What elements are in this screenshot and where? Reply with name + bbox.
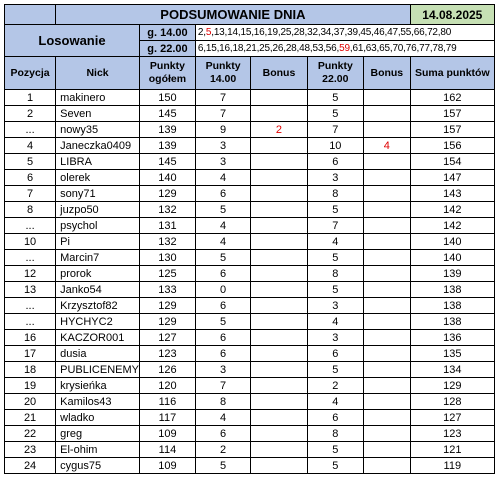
draw-time-1: g. 14.00 <box>140 25 196 41</box>
cell-p14: 6 <box>195 330 250 346</box>
draw-number: 53 <box>312 43 324 54</box>
cell-bonus2 <box>364 298 411 314</box>
cell-bonus2 <box>364 170 411 186</box>
cell-p14: 5 <box>195 250 250 266</box>
cell-bonus2 <box>364 378 411 394</box>
draw-number: 25 <box>280 27 292 38</box>
cell-pos: ... <box>5 122 56 138</box>
cell-total: 129 <box>140 186 196 202</box>
cell-p22: 5 <box>307 282 363 298</box>
cell-sum: 138 <box>410 282 494 298</box>
cell-p14: 6 <box>195 426 250 442</box>
cell-total: 130 <box>140 250 196 266</box>
draw-number: 26 <box>272 43 284 54</box>
cell-p14: 7 <box>195 106 250 122</box>
cell-nick: psychol <box>56 218 140 234</box>
cell-pos: ... <box>5 250 56 266</box>
cell-bonus1 <box>251 106 307 122</box>
cell-pos: 18 <box>5 362 56 378</box>
cell-sum: 129 <box>410 378 494 394</box>
cell-nick: Marcin7 <box>56 250 140 266</box>
table-row <box>5 234 495 250</box>
cell-p22: 4 <box>307 394 363 410</box>
draw-number: 6 <box>197 43 204 54</box>
draw-number: 55 <box>400 27 412 38</box>
summary-table <box>4 4 495 474</box>
cell-pos: 13 <box>5 282 56 298</box>
cell-p22: 7 <box>307 218 363 234</box>
blank-corner-cell <box>5 5 56 25</box>
cell-nick: dusia <box>56 346 140 362</box>
table-row <box>5 266 495 282</box>
cell-bonus2 <box>364 442 411 458</box>
cell-total: 131 <box>140 218 196 234</box>
table-row <box>5 394 495 410</box>
header-sum: Suma punktów <box>410 57 494 90</box>
table-row <box>5 298 495 314</box>
header-total: Punkty ogółem <box>140 57 196 90</box>
cell-p22: 3 <box>307 170 363 186</box>
draw-number: 5 <box>205 27 212 38</box>
cell-nick: juzpo50 <box>56 202 140 218</box>
table-row <box>5 170 495 186</box>
cell-bonus2 <box>364 90 411 106</box>
cell-bonus2 <box>364 218 411 234</box>
cell-bonus2 <box>364 154 411 170</box>
cell-bonus2 <box>364 250 411 266</box>
cell-pos: 7 <box>5 186 56 202</box>
cell-sum: 128 <box>410 394 494 410</box>
cell-total: 125 <box>140 266 196 282</box>
cell-nick: cygus75 <box>56 458 140 474</box>
cell-bonus1 <box>251 458 307 474</box>
cell-total: 139 <box>140 138 196 154</box>
cell-total: 117 <box>140 410 196 426</box>
cell-p14: 6 <box>195 186 250 202</box>
table-row <box>5 90 495 106</box>
table-row <box>5 218 495 234</box>
cell-pos: 6 <box>5 170 56 186</box>
cell-p22: 4 <box>307 234 363 250</box>
table-row <box>5 314 495 330</box>
cell-sum: 121 <box>410 442 494 458</box>
cell-p22: 8 <box>307 426 363 442</box>
cell-p14: 7 <box>195 90 250 106</box>
cell-p14: 4 <box>195 218 250 234</box>
cell-sum: 140 <box>410 250 494 266</box>
cell-bonus1 <box>251 90 307 106</box>
draw-number: 45 <box>360 27 372 38</box>
cell-sum: 134 <box>410 362 494 378</box>
draw-number: 19 <box>267 27 278 38</box>
draw-number: 56 <box>325 43 337 54</box>
draw-number: 65 <box>379 43 390 54</box>
cell-total: 132 <box>140 202 196 218</box>
cell-pos: 2 <box>5 106 56 122</box>
cell-bonus2 <box>364 186 411 202</box>
cell-p14: 5 <box>195 202 250 218</box>
cell-sum: 139 <box>410 266 494 282</box>
cell-sum: 140 <box>410 234 494 250</box>
cell-p22: 6 <box>307 346 363 362</box>
cell-nick: greg <box>56 426 140 442</box>
summary-sheet <box>4 4 495 474</box>
cell-bonus2 <box>364 314 411 330</box>
cell-p14: 0 <box>195 282 250 298</box>
cell-pos: ... <box>5 314 56 330</box>
cell-p14: 6 <box>195 266 250 282</box>
table-row <box>5 378 495 394</box>
cell-bonus1 <box>251 282 307 298</box>
cell-pos: 21 <box>5 410 56 426</box>
header-bonus1: Bonus <box>251 57 307 90</box>
table-row <box>5 330 495 346</box>
cell-total: 145 <box>140 106 196 122</box>
table-row <box>5 138 495 154</box>
table-row <box>5 106 495 122</box>
cell-sum: 138 <box>410 314 494 330</box>
cell-total: 129 <box>140 298 196 314</box>
cell-pos: 8 <box>5 202 56 218</box>
cell-pos: ... <box>5 218 56 234</box>
cell-pos: 10 <box>5 234 56 250</box>
draw-number: 32 <box>307 27 318 38</box>
draw-number: 16 <box>253 27 265 38</box>
cell-total: 132 <box>140 234 196 250</box>
cell-nick: prorok <box>56 266 140 282</box>
draw-number: 39 <box>347 27 358 38</box>
draw-number: 72 <box>427 27 438 38</box>
header-p14: Punkty 14.00 <box>195 57 250 90</box>
cell-sum: 154 <box>410 154 494 170</box>
draw-number: 25 <box>259 43 270 54</box>
cell-bonus2: 4 <box>364 138 411 154</box>
cell-pos: 20 <box>5 394 56 410</box>
cell-p14: 6 <box>195 346 250 362</box>
table-row <box>5 442 495 458</box>
cell-bonus1 <box>251 330 307 346</box>
cell-p14: 4 <box>195 410 250 426</box>
cell-total: 120 <box>140 378 196 394</box>
table-row <box>5 122 495 138</box>
cell-nick: Krzysztof82 <box>56 298 140 314</box>
cell-sum: 127 <box>410 410 494 426</box>
cell-bonus2 <box>364 282 411 298</box>
draw-number: 2 <box>197 27 204 38</box>
cell-bonus1 <box>251 170 307 186</box>
cell-total: 150 <box>140 90 196 106</box>
cell-p22: 3 <box>307 330 363 346</box>
draw-number: 15 <box>240 27 252 38</box>
draw-number: 16 <box>219 43 230 54</box>
cell-bonus1 <box>251 138 307 154</box>
cell-nick: Pi <box>56 234 140 250</box>
cell-total: 133 <box>140 282 196 298</box>
cell-nick: Kamilos43 <box>56 394 140 410</box>
draw-numbers-2: 6,15,16,18,21,25,26,28,48,53,56,59,61,63,65,70,76,77,78,79 <box>195 41 494 57</box>
cell-bonus1 <box>251 250 307 266</box>
cell-bonus1 <box>251 186 307 202</box>
draw-number: 59 <box>339 43 350 54</box>
draw-number: 70 <box>392 43 404 54</box>
cell-p22: 5 <box>307 458 363 474</box>
cell-total: 127 <box>140 330 196 346</box>
cell-sum: 119 <box>410 458 494 474</box>
cell-sum: 138 <box>410 298 494 314</box>
cell-sum: 162 <box>410 90 494 106</box>
draw-number: 37 <box>333 27 345 38</box>
cell-pos: 16 <box>5 330 56 346</box>
cell-bonus2 <box>364 410 411 426</box>
cell-p14: 2 <box>195 442 250 458</box>
cell-nick: krysieńka <box>56 378 140 394</box>
cell-p14: 3 <box>195 138 250 154</box>
table-row <box>5 282 495 298</box>
draw-number: 46 <box>373 27 385 38</box>
cell-total: 109 <box>140 458 196 474</box>
cell-bonus1 <box>251 346 307 362</box>
cell-pos: ... <box>5 298 56 314</box>
table-row <box>5 346 495 362</box>
cell-p22: 3 <box>307 298 363 314</box>
cell-p22: 6 <box>307 154 363 170</box>
cell-bonus2 <box>364 266 411 282</box>
cell-total: 140 <box>140 170 196 186</box>
draw-number: 14 <box>227 27 238 38</box>
cell-p14: 4 <box>195 234 250 250</box>
cell-bonus1 <box>251 394 307 410</box>
cell-p22: 6 <box>307 410 363 426</box>
cell-pos: 1 <box>5 90 56 106</box>
cell-p14: 8 <box>195 394 250 410</box>
draw-number: 63 <box>365 43 377 54</box>
cell-sum: 135 <box>410 346 494 362</box>
cell-nick: makinero <box>56 90 140 106</box>
cell-bonus1 <box>251 154 307 170</box>
cell-pos: 22 <box>5 426 56 442</box>
cell-total: 139 <box>140 122 196 138</box>
table-row <box>5 426 495 442</box>
cell-p14: 7 <box>195 378 250 394</box>
cell-bonus2 <box>364 362 411 378</box>
draw-number: 28 <box>293 27 305 38</box>
cell-p14: 3 <box>195 154 250 170</box>
cell-nick: wladko <box>56 410 140 426</box>
cell-bonus2 <box>364 106 411 122</box>
cell-pos: 19 <box>5 378 56 394</box>
cell-pos: 24 <box>5 458 56 474</box>
cell-bonus1 <box>251 202 307 218</box>
cell-nick: KACZOR001 <box>56 330 140 346</box>
table-row <box>5 250 495 266</box>
cell-pos: 17 <box>5 346 56 362</box>
table-row <box>5 202 495 218</box>
cell-nick: HYCHYC2 <box>56 314 140 330</box>
cell-nick: LIBRA <box>56 154 140 170</box>
cell-bonus1 <box>251 234 307 250</box>
cell-total: 129 <box>140 314 196 330</box>
summary-date: 14.08.2025 <box>410 5 494 25</box>
cell-p14: 5 <box>195 314 250 330</box>
cell-p14: 9 <box>195 122 250 138</box>
cell-sum: 157 <box>410 106 494 122</box>
cell-nick: sony71 <box>56 186 140 202</box>
cell-nick: Janeczka0409 <box>56 138 140 154</box>
draw-number: 13 <box>213 27 225 38</box>
cell-bonus1 <box>251 410 307 426</box>
cell-p22: 2 <box>307 378 363 394</box>
draw-number: 18 <box>232 43 244 54</box>
draw-number: 28 <box>285 43 297 54</box>
table-row <box>5 186 495 202</box>
cell-bonus1 <box>251 362 307 378</box>
cell-p22: 7 <box>307 122 363 138</box>
cell-nick: Janko54 <box>56 282 140 298</box>
table-row <box>5 362 495 378</box>
cell-bonus1 <box>251 314 307 330</box>
cell-bonus1 <box>251 442 307 458</box>
cell-sum: 147 <box>410 170 494 186</box>
cell-p14: 6 <box>195 298 250 314</box>
cell-sum: 136 <box>410 330 494 346</box>
draw-number: 66 <box>413 27 425 38</box>
table-row <box>5 410 495 426</box>
cell-bonus2 <box>364 122 411 138</box>
draw-label: Losowanie <box>5 25 140 57</box>
cell-sum: 123 <box>410 426 494 442</box>
cell-nick: nowy35 <box>56 122 140 138</box>
cell-bonus1 <box>251 298 307 314</box>
cell-total: 116 <box>140 394 196 410</box>
page-title: PODSUMOWANIE DNIA <box>56 5 410 25</box>
header-p22: Punkty 22.00 <box>307 57 363 90</box>
cell-bonus2 <box>364 458 411 474</box>
cell-p22: 5 <box>307 202 363 218</box>
cell-p14: 3 <box>195 362 250 378</box>
draw-number: 77 <box>419 43 430 54</box>
cell-sum: 142 <box>410 218 494 234</box>
cell-sum: 156 <box>410 138 494 154</box>
cell-bonus2 <box>364 346 411 362</box>
draw-number: 76 <box>405 43 417 54</box>
draw-number: 15 <box>205 43 217 54</box>
cell-total: 114 <box>140 442 196 458</box>
cell-pos: 4 <box>5 138 56 154</box>
cell-bonus2 <box>364 330 411 346</box>
draw-number: 79 <box>445 43 457 54</box>
cell-sum: 143 <box>410 186 494 202</box>
cell-nick: PUBLICENEMY <box>56 362 140 378</box>
cell-nick: olerek <box>56 170 140 186</box>
cell-p22: 5 <box>307 362 363 378</box>
cell-bonus2 <box>364 426 411 442</box>
draw-time-2: g. 22.00 <box>140 41 196 57</box>
cell-p22: 10 <box>307 138 363 154</box>
header-bonus2: Bonus <box>364 57 411 90</box>
cell-p14: 5 <box>195 458 250 474</box>
cell-p22: 5 <box>307 106 363 122</box>
cell-bonus2 <box>364 394 411 410</box>
summary-table-body <box>5 5 495 474</box>
cell-pos: 12 <box>5 266 56 282</box>
cell-bonus2 <box>364 234 411 250</box>
cell-sum: 142 <box>410 202 494 218</box>
table-row <box>5 154 495 170</box>
draw-numbers-1: 2,5,13,14,15,16,19,25,28,32,34,37,39,45,46,47,55,66,72,80 <box>195 25 494 41</box>
cell-bonus1: 2 <box>251 122 307 138</box>
draw-number: 47 <box>387 27 398 38</box>
cell-p22: 5 <box>307 250 363 266</box>
cell-total: 126 <box>140 362 196 378</box>
table-row <box>5 458 495 474</box>
draw-number: 21 <box>245 43 257 54</box>
cell-pos: 23 <box>5 442 56 458</box>
draw-number: 80 <box>440 27 452 38</box>
cell-nick: Seven <box>56 106 140 122</box>
header-nick: Nick <box>56 57 140 90</box>
cell-p22: 8 <box>307 186 363 202</box>
draw-number: 48 <box>299 43 310 54</box>
cell-p22: 5 <box>307 442 363 458</box>
cell-pos: 5 <box>5 154 56 170</box>
cell-p22: 4 <box>307 314 363 330</box>
draw-number: 34 <box>320 27 332 38</box>
cell-p14: 4 <box>195 170 250 186</box>
cell-bonus1 <box>251 426 307 442</box>
cell-p22: 5 <box>307 90 363 106</box>
draw-number: 61 <box>352 43 364 54</box>
cell-total: 109 <box>140 426 196 442</box>
cell-total: 123 <box>140 346 196 362</box>
draw-number: 78 <box>432 43 444 54</box>
cell-bonus1 <box>251 218 307 234</box>
cell-nick: El-ohim <box>56 442 140 458</box>
cell-p22: 8 <box>307 266 363 282</box>
cell-bonus1 <box>251 378 307 394</box>
cell-total: 145 <box>140 154 196 170</box>
cell-sum: 157 <box>410 122 494 138</box>
header-pos: Pozycja <box>5 57 56 90</box>
cell-bonus2 <box>364 202 411 218</box>
cell-bonus1 <box>251 266 307 282</box>
